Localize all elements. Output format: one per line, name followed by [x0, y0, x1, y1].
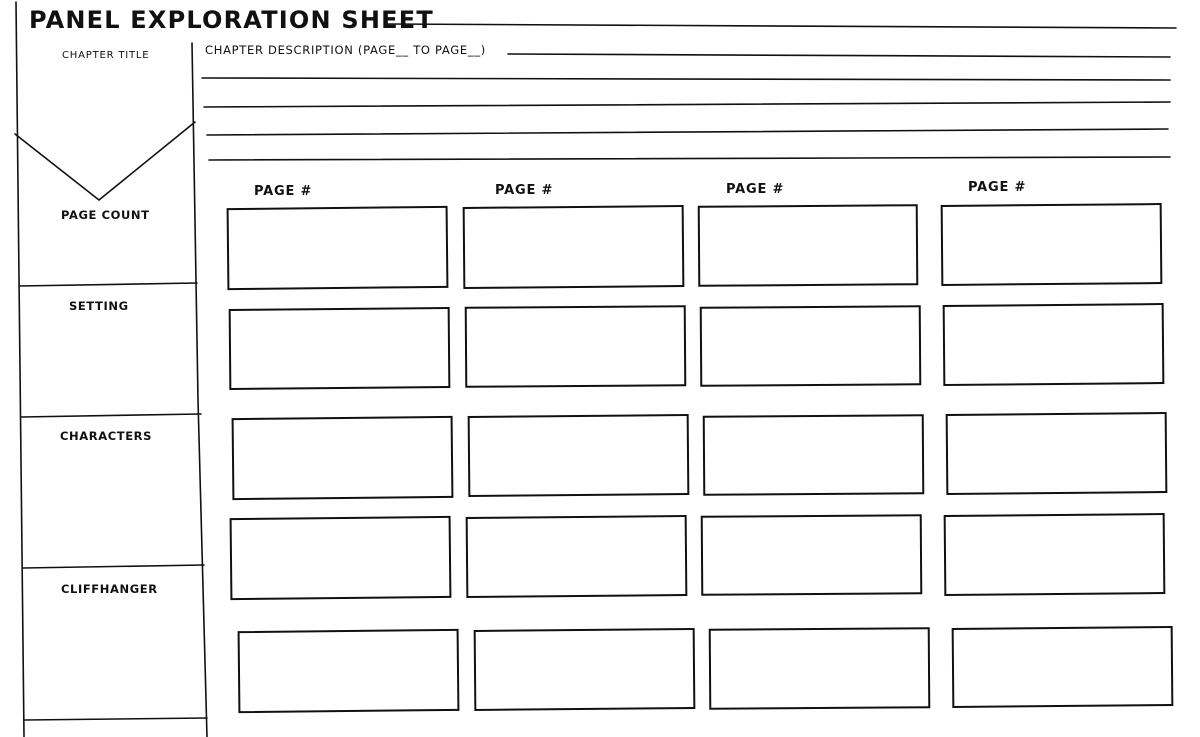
page-count-label: PAGE COUNT: [61, 208, 150, 222]
panel-r2-c2[interactable]: [465, 305, 687, 388]
sidebar-separator-3: [23, 565, 204, 568]
sidebar-divider: [192, 43, 207, 737]
panel-r4-c2[interactable]: [466, 515, 688, 598]
panel-r3-c2[interactable]: [468, 414, 690, 497]
description-line-1: [508, 54, 1170, 57]
description-line-5: [209, 157, 1170, 160]
panel-r2-c3[interactable]: [700, 305, 922, 387]
characters-label: CHARACTERS: [60, 429, 152, 443]
chapter-title-label: CHAPTER TITLE: [62, 50, 150, 61]
page-number-label-2: PAGE #: [495, 183, 554, 198]
panel-r5-c3[interactable]: [709, 627, 931, 710]
sheet-title: PANEL EXPLORATION SHEET: [29, 6, 434, 34]
panel-r2-c4[interactable]: [943, 303, 1165, 386]
cliffhanger-label: CLIFFHANGER: [61, 582, 158, 596]
chapter-chevron: [15, 122, 195, 200]
panel-r1-c1[interactable]: [227, 206, 449, 290]
panel-r3-c1[interactable]: [232, 416, 454, 500]
sidebar-separator-4: [25, 718, 207, 720]
panel-r3-c3[interactable]: [703, 414, 925, 496]
description-line-4: [207, 129, 1168, 135]
left-border: [16, 2, 24, 737]
panel-r5-c1[interactable]: [238, 629, 460, 713]
page-number-label-3: PAGE #: [726, 182, 785, 197]
panel-r4-c1[interactable]: [230, 516, 452, 600]
description-line-3: [204, 102, 1170, 107]
sidebar-separator-2: [21, 414, 201, 417]
sidebar-separator-1: [19, 283, 197, 286]
title-underline: [386, 24, 1176, 28]
chapter-description-label: CHAPTER DESCRIPTION (PAGE__ TO PAGE__): [205, 43, 486, 57]
panel-r3-c4[interactable]: [946, 412, 1168, 495]
panel-r4-c3[interactable]: [701, 514, 923, 596]
panel-r1-c3[interactable]: [698, 204, 919, 287]
panel-r1-c4[interactable]: [941, 203, 1163, 286]
panel-r5-c4[interactable]: [952, 626, 1174, 708]
page-number-label-4: PAGE #: [968, 180, 1027, 195]
page-number-label-1: PAGE #: [254, 184, 313, 199]
description-line-2: [202, 78, 1170, 80]
panel-r4-c4[interactable]: [944, 513, 1166, 596]
panel-r1-c2[interactable]: [463, 205, 685, 289]
panel-r2-c1[interactable]: [229, 307, 451, 390]
panel-r5-c2[interactable]: [474, 628, 696, 711]
setting-label: SETTING: [69, 299, 129, 313]
